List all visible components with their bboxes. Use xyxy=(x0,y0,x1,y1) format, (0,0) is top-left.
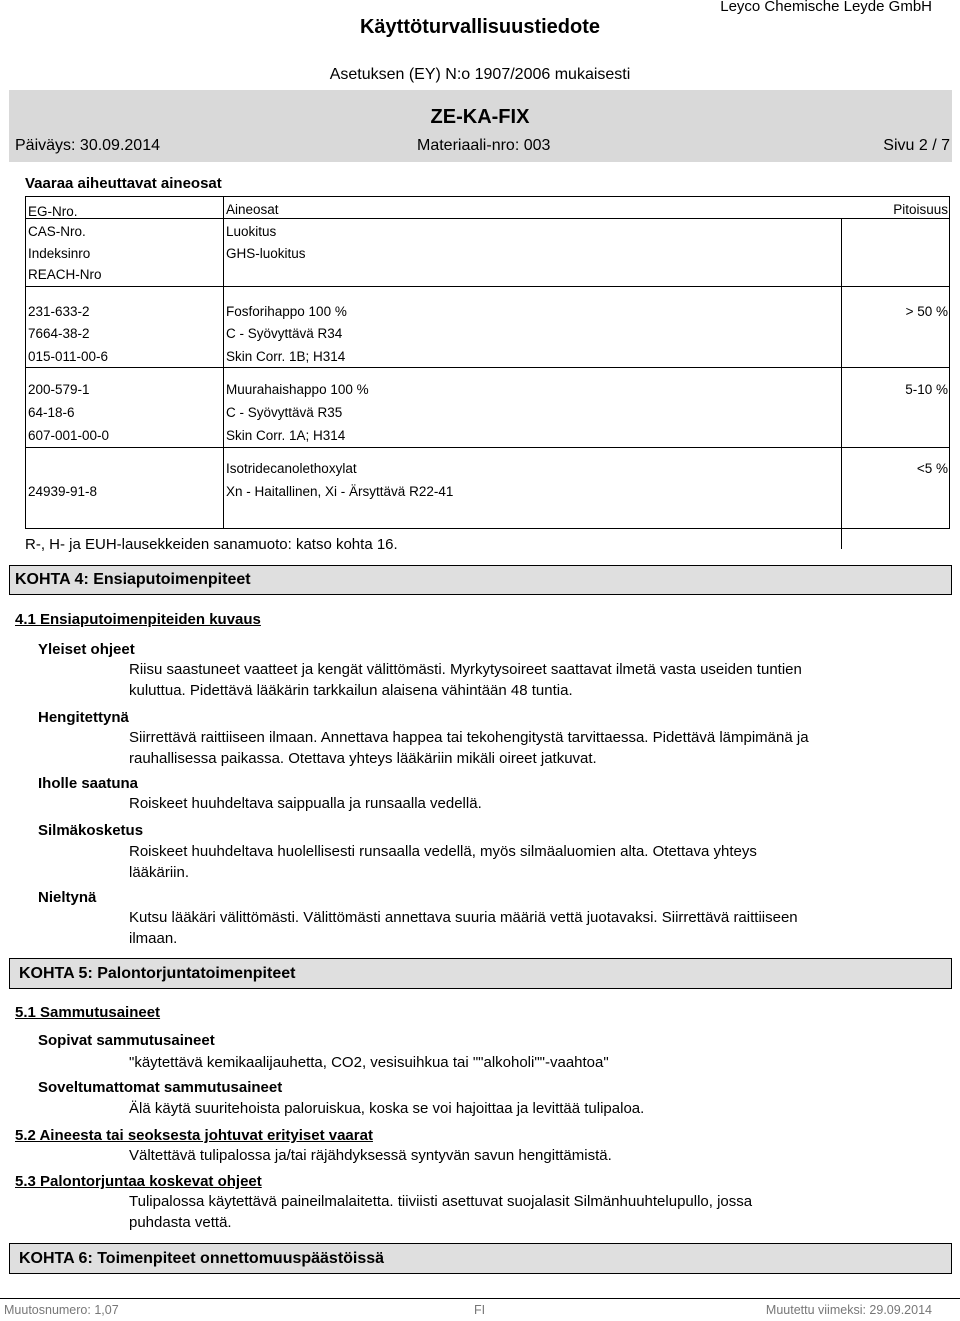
row1-content: > 50 % xyxy=(905,304,948,319)
row2-eg: 200-579-1 xyxy=(28,382,90,397)
footer-language: FI xyxy=(474,1303,486,1317)
eye-text-2: lääkäriin. xyxy=(129,864,190,881)
row1-class: C - Syövyttävä R34 xyxy=(226,326,343,341)
col-cas-header: CAS-Nro. xyxy=(28,224,86,239)
row2-name: Muurahaishappo 100 % xyxy=(226,382,369,397)
row1-cas: 7664-38-2 xyxy=(28,326,90,341)
material-number: Materiaali-nro: 003 xyxy=(417,137,551,154)
section5-2-text: Vältettävä tulipalossa ja/tai räjähdyksessä syntyvän savun hengittämistä. xyxy=(129,1147,612,1164)
col-eg-header: EG-Nro. xyxy=(28,204,78,219)
skin-text: Roiskeet huuhdeltava saippualla ja runsaalla vedellä. xyxy=(129,795,482,812)
section5-3-text-2: puhdasta vettä. xyxy=(129,1214,232,1231)
row2-ghs: Skin Corr. 1A; H314 xyxy=(226,428,346,443)
swallowed-text-2: ilmaan. xyxy=(129,930,178,947)
footer-modified: Muutettu viimeksi: 29.09.2014 xyxy=(765,1303,932,1317)
document-title: Käyttöturvallisuustiedote xyxy=(359,16,601,38)
footer-revision: Muutosnumero: 1,07 xyxy=(4,1303,119,1317)
document-date: Päiväys: 30.09.2014 xyxy=(15,137,160,154)
inhaled-label: Hengitettynä xyxy=(38,709,129,726)
row2-cas: 64-18-6 xyxy=(28,405,75,420)
section4-1-title: 4.1 Ensiaputoimenpiteiden kuvaus xyxy=(15,611,261,628)
row1-eg: 231-633-2 xyxy=(28,304,90,319)
general-text-2: kuluttua. Pidettävä lääkärin tarkkailun alaisena vähintään 48 tuntia. xyxy=(129,682,573,699)
col-content-header: Pitoisuus xyxy=(893,202,948,217)
unsuitable-label: Soveltumattomat sammutusaineet xyxy=(38,1079,283,1096)
section5-3-text-1: Tulipalossa käytettävä paineilmalaitetta. tiiviisti asettuvat suojalasit Silmänhuuhtelupullo, jossa xyxy=(129,1193,753,1210)
eye-text-1: Roiskeet huuhdeltava huolellisesti runsaalla vedellä, myös silmäaluomien alta. Otettava yhteys xyxy=(129,843,757,860)
suitable-text: "käytettävä kemikaalijauhetta, CO2, vesisuihkua tai ""alkoholi""-vaahtoa" xyxy=(129,1054,609,1071)
section5-2-title: 5.2 Aineesta tai seoksesta johtuvat erityiset vaarat xyxy=(15,1127,373,1144)
row1-ghs: Skin Corr. 1B; H314 xyxy=(226,349,346,364)
row1-index: 015-011-00-6 xyxy=(28,349,109,364)
col-classification-header: Luokitus xyxy=(226,224,277,239)
inhaled-text-2: rauhallisessa paikassa. Otettava yhteys lääkäriin mikäli oireet jatkuvat. xyxy=(129,750,597,767)
page-number: Sivu 2 / 7 xyxy=(883,137,950,154)
row2-index: 607-001-00-0 xyxy=(28,428,110,443)
col-index-header: Indeksinro xyxy=(28,246,91,261)
row3-cas: 24939-91-8 xyxy=(28,484,98,499)
col-ghs-header: GHS-luokitus xyxy=(226,246,306,261)
col-reach-header: REACH-Nro xyxy=(28,267,102,282)
section6-title: KOHTA 6: Toimenpiteet onnettomuuspäästöissä xyxy=(19,1250,385,1267)
row2-content: 5-10 % xyxy=(905,382,948,397)
ingredients-heading: Vaaraa aiheuttavat aineosat xyxy=(25,175,222,192)
unsuitable-text: Älä käytä suuritehoista paloruiskua, koska se voi hajoittaa ja levittää tulipaloa. xyxy=(129,1100,645,1117)
swallowed-label: Nieltynä xyxy=(38,889,97,906)
swallowed-text-1: Kutsu lääkäri välittömästi. Välittömästi annettava suuria määriä vettä juotavaksi. Siirrettävä raittiiseen xyxy=(129,909,798,926)
section5-title: KOHTA 5: Palontorjuntatoimenpiteet xyxy=(19,965,296,982)
skin-label: Iholle saatuna xyxy=(38,775,139,792)
row3-name: Isotridecanolethoxylat xyxy=(226,461,357,476)
ingredients-table xyxy=(25,196,950,529)
row3-class: Xn - Haitallinen, Xi - Ärsyttävä R22-41 xyxy=(226,484,454,499)
company-name: Leyco Chemische Leyde GmbH xyxy=(720,0,932,15)
section5-1-title: 5.1 Sammutusaineet xyxy=(15,1004,161,1021)
row2-class: C - Syövyttävä R35 xyxy=(226,405,343,420)
section4-title: KOHTA 4: Ensiaputoimenpiteet xyxy=(15,571,251,588)
col-substance-header: Aineosat xyxy=(226,202,279,217)
inhaled-text-1: Siirrettävä raittiiseen ilmaan. Annettava happea tai tekohengitystä tarvittaessa. Pidettävä lämpimänä ja xyxy=(129,729,809,746)
row1-name: Fosforihappo 100 % xyxy=(226,304,347,319)
product-name: ZE-KA-FIX xyxy=(430,106,530,128)
section5-3-title: 5.3 Palontorjuntaa koskevat ohjeet xyxy=(15,1173,262,1190)
general-text-1: Riisu saastuneet vaatteet ja kengät välittömästi. Myrkytysoireet saattavat ilmetä vasta useiden tuntien xyxy=(129,661,802,678)
regulation-reference: Asetuksen (EY) N:o 1907/2006 mukaisesti xyxy=(329,66,631,83)
general-label: Yleiset ohjeet xyxy=(38,641,135,658)
row3-content: <5 % xyxy=(916,461,948,476)
footer-divider xyxy=(0,1298,960,1299)
eye-label: Silmäkosketus xyxy=(38,822,144,839)
ingredients-note: R-, H- ja EUH-lausekkeiden sanamuoto: katso kohta 16. xyxy=(25,536,398,553)
suitable-label: Sopivat sammutusaineet xyxy=(38,1032,215,1049)
